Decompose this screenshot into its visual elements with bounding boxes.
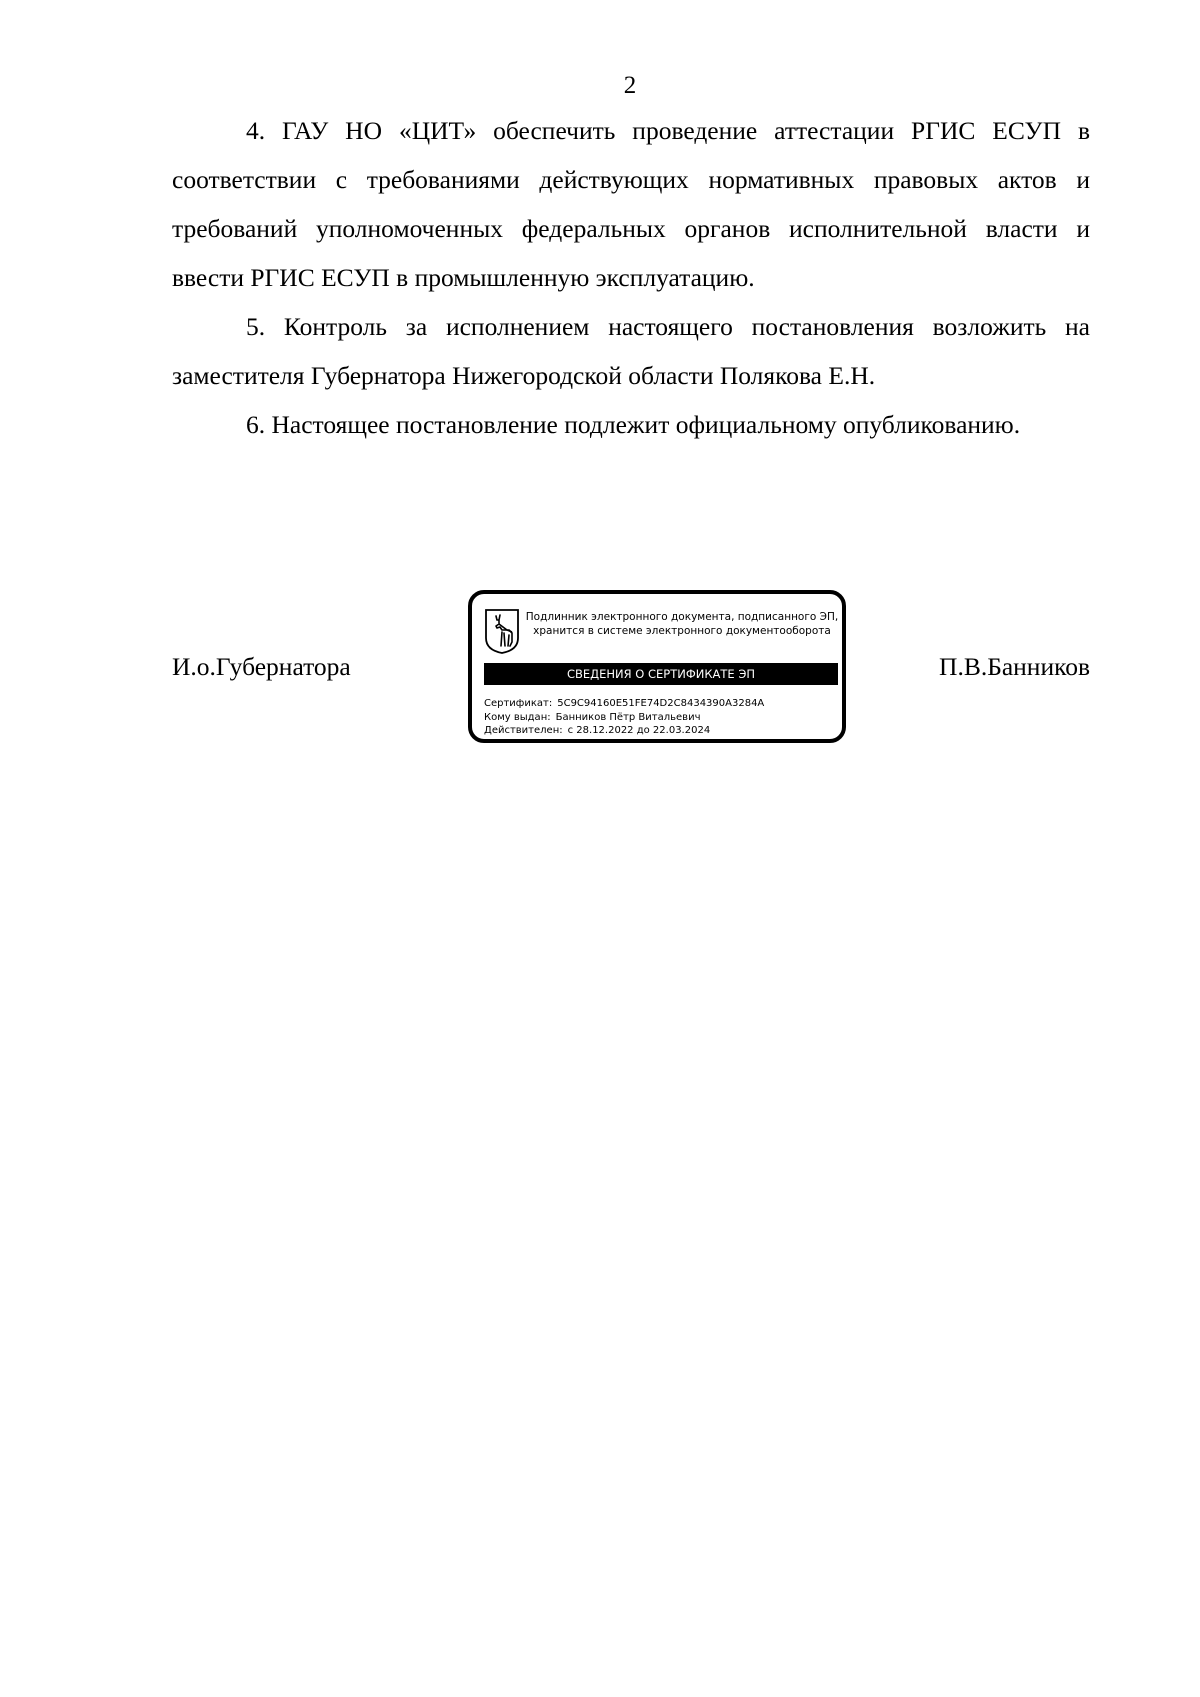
certificate-info-bar: СВЕДЕНИЯ О СЕРТИФИКАТЕ ЭП — [484, 663, 838, 685]
issued-to-label: Кому выдан: — [484, 711, 551, 723]
signature-block — [172, 590, 1090, 760]
certificate-details — [484, 697, 840, 738]
deer-emblem-icon — [484, 608, 520, 654]
valid-label: Действителен: — [484, 725, 563, 736]
stamp-header-line-2: хранится в системе электронного документооборота — [533, 625, 831, 637]
certificate-value: 5C9C94160E51FE74D2C8434390A3284A — [557, 698, 765, 709]
paragraph-4: 4. ГАУ НО «ЦИТ» обеспечить проведение аттестации РГИС ЕСУП в соответствии с требованиями действующих нормативных правовых актов и требований уполномоченных федеральных органов исполнительной власти и ввести РГИС ЕСУП в промышленную эксплуатацию. — [172, 116, 1090, 292]
document-body — [172, 106, 1090, 449]
valid-row — [484, 724, 840, 738]
certificate-row — [484, 697, 840, 711]
certificate-label: Сертификат: — [484, 698, 553, 709]
paragraph-6: 6. Настоящее постановление подлежит официальному опубликованию. — [246, 410, 1021, 439]
signatory-name: П.В.Банников — [939, 652, 1090, 681]
issued-to-value: Банников Пётр Витальевич — [555, 711, 701, 723]
stamp-header — [524, 610, 840, 638]
electronic-signature-stamp — [468, 590, 846, 743]
signatory-title: И.о.Губернатора — [172, 652, 351, 681]
issued-to-row — [484, 711, 840, 725]
page-number: 2 — [623, 72, 637, 99]
valid-value: с 28.12.2022 до 22.03.2024 — [567, 725, 711, 736]
paragraph-5: 5. Контроль за исполнением настоящего постановления возложить на заместителя Губернатора Нижегородской области Полякова Е.Н. — [172, 312, 1090, 390]
stamp-header-line-1: Подлинник электронного документа, подписанного ЭП, — [525, 611, 839, 623]
